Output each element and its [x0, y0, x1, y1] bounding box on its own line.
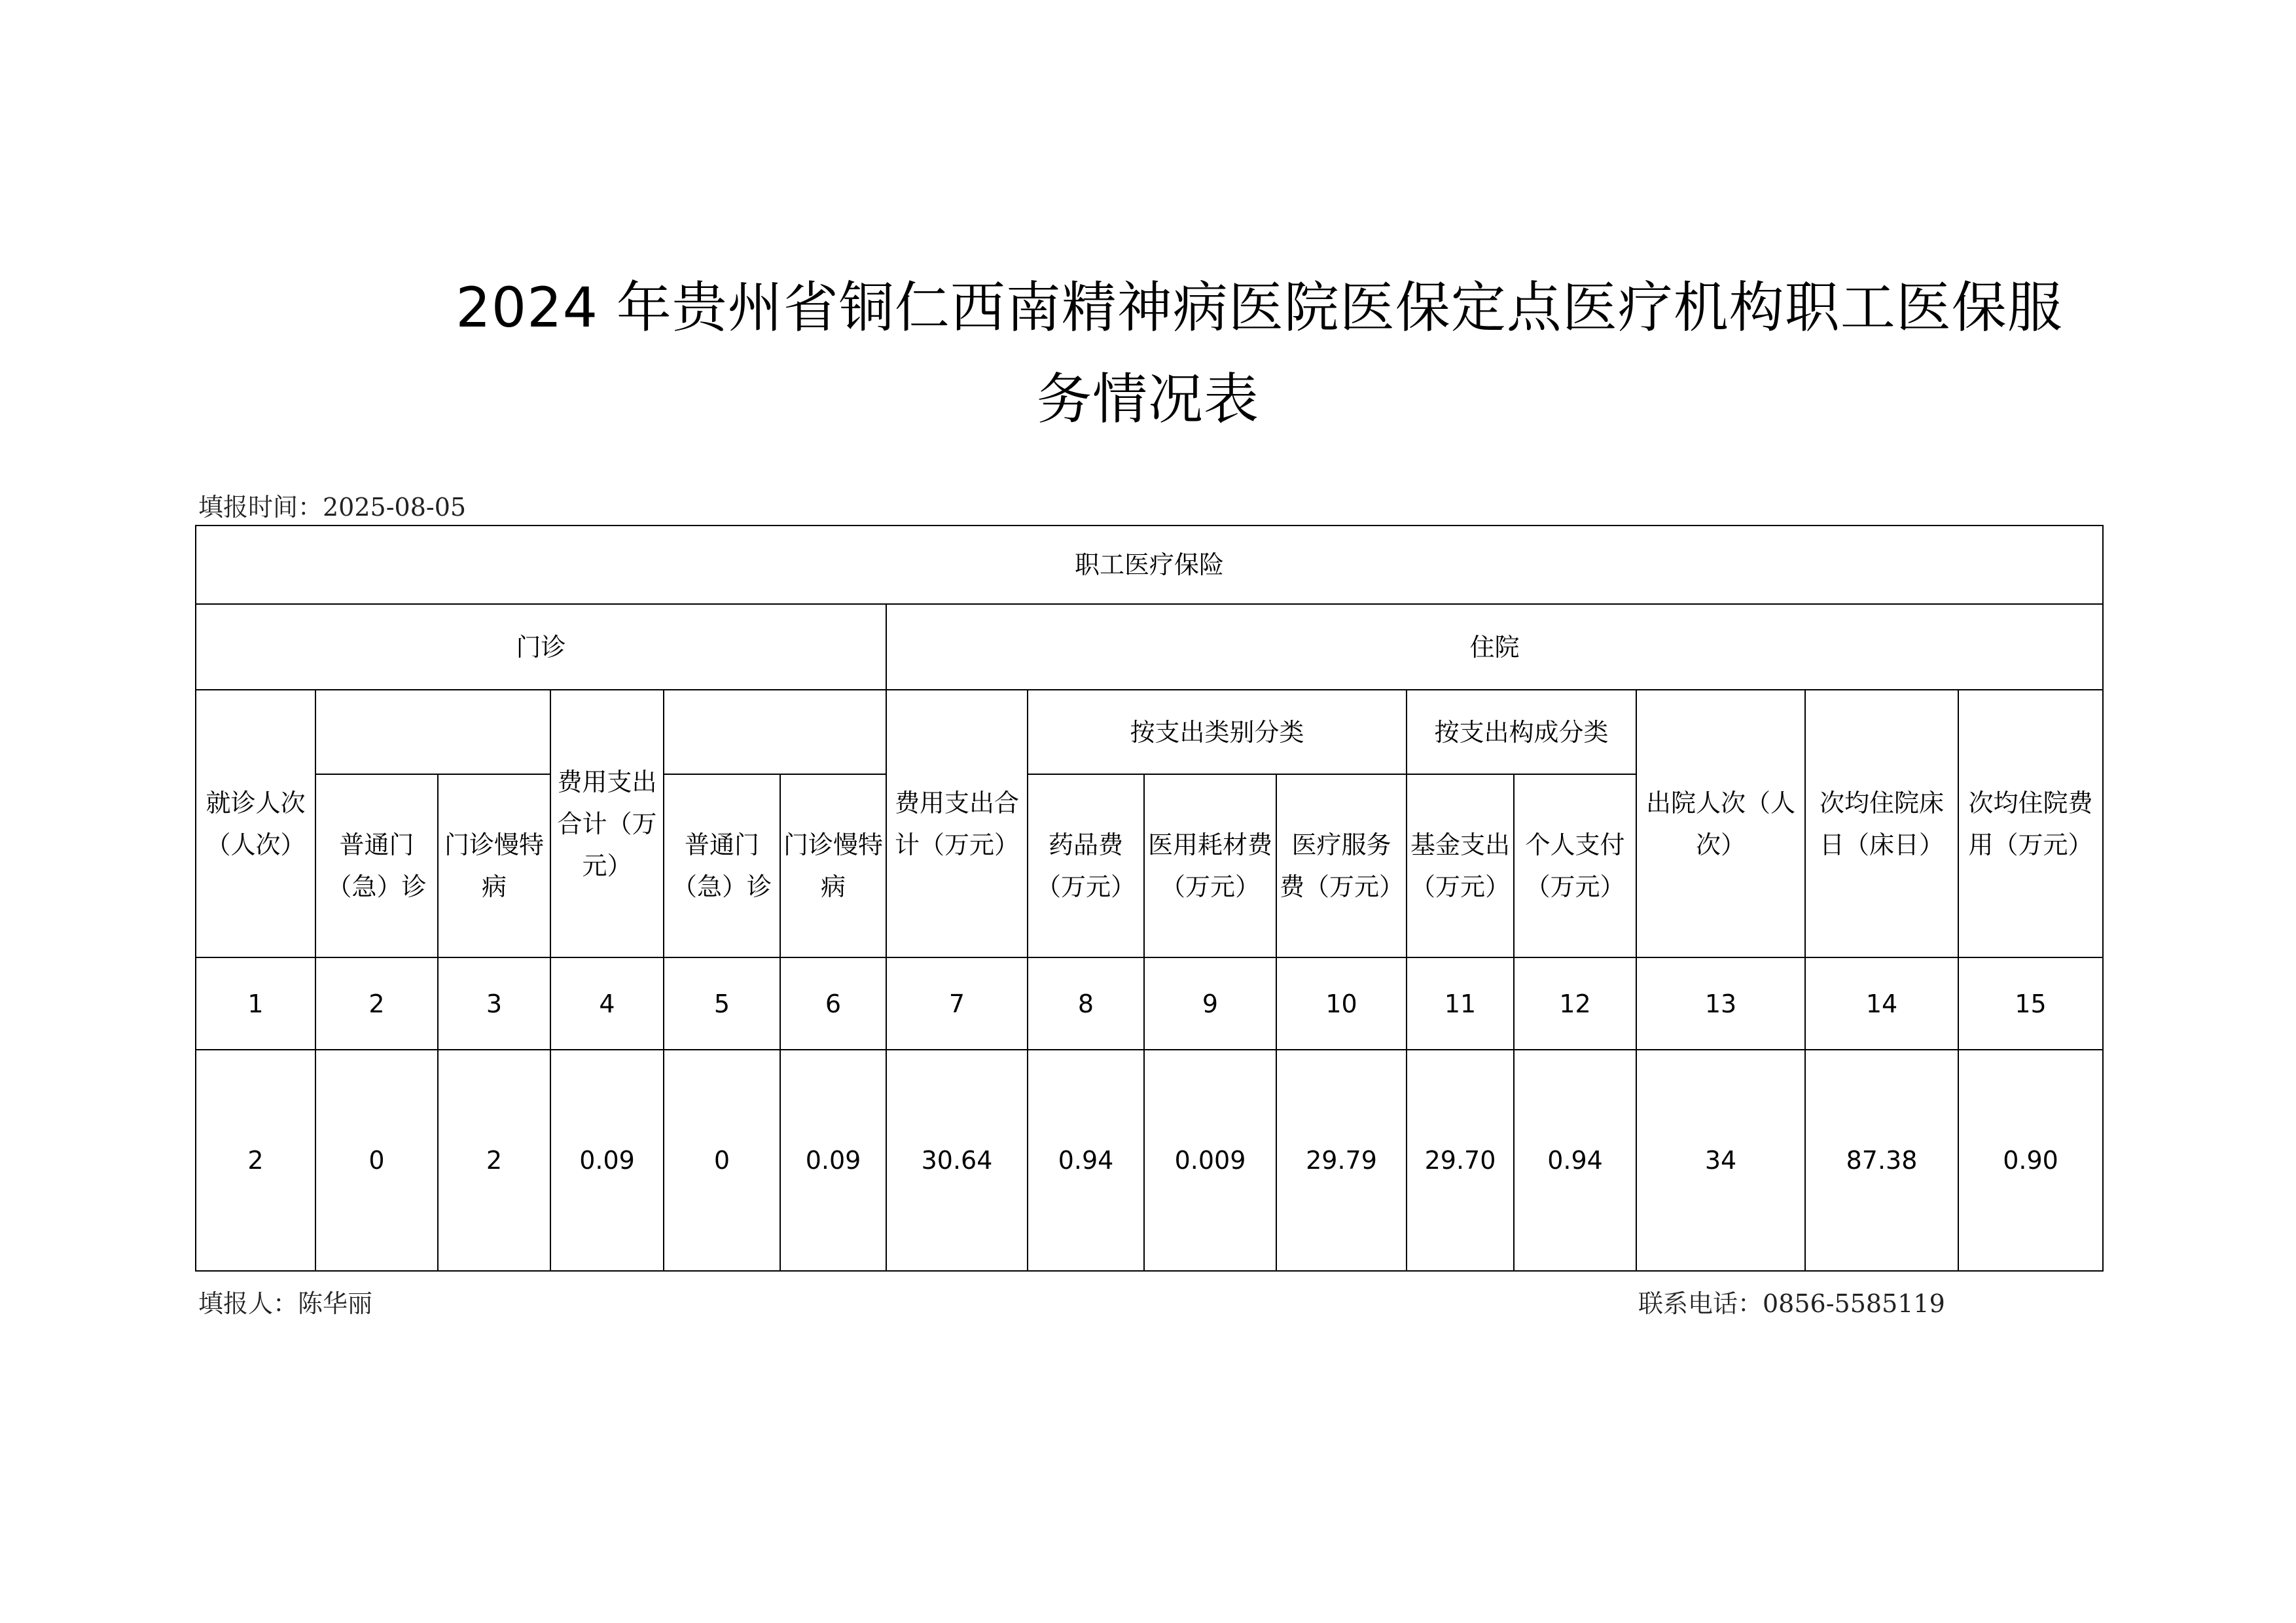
header-by-expense-structure: 按支出构成分类	[1407, 690, 1636, 774]
header-blank-cell	[315, 690, 550, 774]
header-avg-bed-days: 次均住院床日（床日）	[1805, 690, 1958, 957]
header-medical-service-cost: 医疗服务费（万元）	[1276, 774, 1407, 957]
index-cell: 11	[1407, 957, 1514, 1050]
header-inpatient: 住院	[886, 604, 2103, 690]
header-chronic-disease-visits: 门诊慢特病	[438, 774, 550, 957]
header-by-expense-category: 按支出类别分类	[1028, 690, 1407, 774]
index-cell: 1	[196, 957, 315, 1050]
data-cell: 34	[1636, 1050, 1805, 1271]
data-cell: 0	[315, 1050, 438, 1271]
header-chronic-disease-cost: 门诊慢特病	[780, 774, 886, 957]
header-outpatient-cost-total: 费用支出合计（万元）	[550, 690, 664, 957]
header-general-emergency-visits: 普通门（急）诊	[315, 774, 438, 957]
data-cell: 2	[196, 1050, 315, 1271]
data-cell: 0.90	[1958, 1050, 2103, 1271]
data-cell: 0	[664, 1050, 780, 1271]
index-cell: 13	[1636, 957, 1805, 1050]
title-line-2: 务情况表	[1036, 367, 1259, 431]
data-cell: 87.38	[1805, 1050, 1958, 1271]
index-cell: 14	[1805, 957, 1958, 1050]
header-personal-payment: 个人支付（万元）	[1514, 774, 1636, 957]
medical-insurance-table	[195, 525, 2104, 1272]
header-general-emergency-cost: 普通门（急）诊	[664, 774, 780, 957]
data-cell: 30.64	[886, 1050, 1028, 1271]
title-line-1: 2024 年贵州省铜仁西南精神病医院医保定点医疗机构职工医保服	[456, 276, 2063, 340]
index-cell: 15	[1958, 957, 2103, 1050]
data-cell: 29.79	[1276, 1050, 1407, 1271]
index-cell: 6	[780, 957, 886, 1050]
contact-phone: 联系电话：0856-5585119	[1638, 1289, 1945, 1318]
data-cell: 0.09	[780, 1050, 886, 1271]
data-cell: 0.94	[1028, 1050, 1144, 1271]
data-row	[196, 1050, 2103, 1271]
filler-name: 填报人：陈华丽	[198, 1289, 373, 1318]
header-blank-cell	[664, 690, 886, 774]
header-fund-expenditure: 基金支出（万元）	[1407, 774, 1514, 957]
index-cell: 5	[664, 957, 780, 1050]
header-employee-medical-insurance: 职工医疗保险	[196, 526, 2103, 604]
index-cell: 12	[1514, 957, 1636, 1050]
fill-time: 填报时间：2025-08-05	[198, 493, 467, 522]
header-visits: 就诊人次（人次）	[196, 690, 315, 957]
header-discharges: 出院人次（人次）	[1636, 690, 1805, 957]
index-cell: 10	[1276, 957, 1407, 1050]
data-cell: 0.009	[1144, 1050, 1276, 1271]
index-cell: 4	[550, 957, 664, 1050]
data-cell: 2	[438, 1050, 550, 1271]
index-cell: 2	[315, 957, 438, 1050]
index-cell: 9	[1144, 957, 1276, 1050]
header-outpatient: 门诊	[196, 604, 886, 690]
index-cell: 8	[1028, 957, 1144, 1050]
header-consumables-cost: 医用耗材费（万元）	[1144, 774, 1276, 957]
header-avg-inpatient-cost: 次均住院费用（万元）	[1958, 690, 2103, 957]
data-cell: 0.09	[550, 1050, 664, 1271]
index-row	[196, 957, 2103, 1050]
header-inpatient-cost-total: 费用支出合计（万元）	[886, 690, 1028, 957]
data-cell: 29.70	[1407, 1050, 1514, 1271]
index-cell: 3	[438, 957, 550, 1050]
document-title	[0, 262, 2296, 445]
index-cell: 7	[886, 957, 1028, 1050]
data-cell: 0.94	[1514, 1050, 1636, 1271]
header-drug-cost: 药品费（万元）	[1028, 774, 1144, 957]
